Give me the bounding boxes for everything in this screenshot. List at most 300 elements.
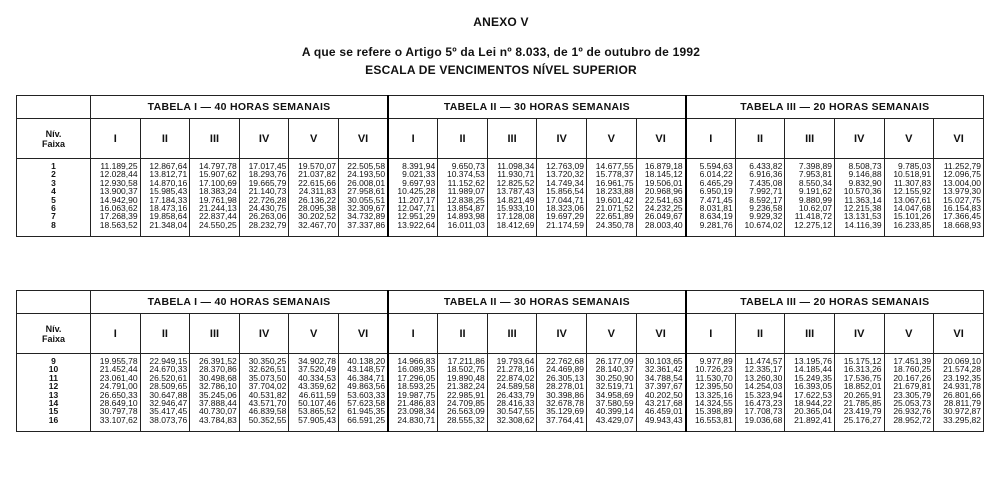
salary-value: 21.037,82 [298, 169, 336, 180]
salary-value: 7.953,81 [798, 169, 832, 180]
salary-value: 8.592,17 [749, 194, 783, 205]
table-1-title: TABELA I — 40 HORAS SEMANAIS [91, 291, 389, 314]
salary-value: 12.335,17 [744, 364, 783, 375]
salary-value: 19.036,68 [744, 414, 783, 425]
salary-value: 7.435,08 [749, 177, 783, 188]
salary-value: 21.574,28 [943, 364, 981, 375]
salary-value: 25.176,27 [843, 414, 882, 425]
salary-column [140, 354, 190, 432]
salary-value: 9.650,73 [451, 161, 485, 171]
salary-value: 15.778,37 [595, 169, 634, 180]
salary-value: 22.874,02 [496, 372, 535, 383]
level-header: V [289, 314, 339, 354]
faixa-number: 6 [51, 203, 56, 214]
level-header: II [735, 119, 785, 159]
salary-value: 7.471,45 [699, 194, 733, 205]
salary-value: 13.979,30 [943, 186, 981, 197]
faixa-number: 1 [51, 161, 56, 171]
salary-column [388, 354, 438, 432]
salary-value: 28.811,79 [943, 398, 981, 409]
salary-value: 26.049,67 [644, 211, 683, 222]
salary-value: 13.900,37 [99, 186, 138, 197]
salary-column [884, 159, 934, 237]
salary-value: 15.175,12 [843, 356, 882, 366]
salary-value: 12.395,50 [694, 381, 733, 392]
scale-title: ESCALA DE VENCIMENTOS NÍVEL SUPERIOR [365, 63, 637, 77]
salary-value: 9.832,90 [848, 177, 882, 188]
salary-value: 37.337,86 [347, 219, 386, 230]
salary-value: 28.232,79 [248, 219, 287, 230]
salary-value: 57.905,43 [298, 414, 336, 425]
level-header: IV [239, 119, 289, 159]
salary-value: 16.233,85 [893, 219, 932, 230]
salary-value: 10.62,07 [798, 203, 832, 214]
salary-column [239, 159, 289, 237]
salary-value: 32.626,51 [248, 364, 287, 375]
salary-value: 11.530,70 [695, 372, 733, 383]
salary-value: 15.249,35 [794, 372, 832, 383]
salary-value: 27.958,61 [347, 186, 386, 197]
salary-value: 32.308,62 [496, 414, 535, 425]
salary-value: 37.397,67 [644, 381, 683, 392]
salary-value: 33.295,82 [943, 414, 981, 425]
salary-value: 9.281,76 [699, 219, 733, 230]
salary-value: 16.961,75 [595, 177, 634, 188]
salary-value: 9.929,32 [749, 211, 783, 222]
salary-value: 46.459,01 [644, 406, 683, 417]
salary-value: 11.930,71 [497, 169, 535, 180]
salary-value: 16.879,18 [644, 161, 683, 171]
salary-value: 19.890,48 [446, 372, 485, 383]
salary-value: 17.100,69 [198, 177, 237, 188]
salary-value: 19.761,98 [198, 194, 237, 205]
salary-value: 11.098,34 [497, 161, 535, 171]
faixa-number: 5 [51, 194, 56, 205]
level-header: I [91, 119, 141, 159]
salary-value: 17.044,71 [546, 194, 584, 205]
salary-value: 32.467,70 [298, 219, 336, 230]
salary-value: 24.709,85 [446, 398, 485, 409]
level-header: III [190, 119, 240, 159]
salary-value: 11.207,17 [398, 194, 436, 205]
level-header: I [686, 314, 736, 354]
salary-value: 26.305,13 [546, 372, 584, 383]
salary-value: 35.245,06 [198, 389, 237, 400]
salary-value: 32.309,67 [347, 203, 386, 214]
salary-value: 21.244,13 [198, 203, 237, 214]
faixa-number: 14 [48, 398, 59, 409]
level-header: II [438, 119, 488, 159]
salary-value: 12.155,92 [893, 186, 932, 197]
salary-value: 23.305,79 [893, 389, 932, 400]
salary-column [934, 159, 984, 237]
salary-value: 24.670,33 [149, 364, 188, 375]
level-header: III [190, 314, 240, 354]
salary-column [735, 354, 785, 432]
salary-column [438, 354, 488, 432]
salary-value: 12.825,52 [496, 177, 535, 188]
salary-value: 9.977,89 [699, 356, 733, 366]
salary-value: 15.985,43 [149, 186, 188, 197]
salary-value: 30.647,88 [149, 389, 188, 400]
salary-value: 30.398,86 [546, 389, 584, 400]
salary-value: 8.550,34 [798, 177, 832, 188]
salary-value: 46.839,58 [248, 406, 287, 417]
salary-column [487, 354, 537, 432]
salary-value: 7.398,89 [798, 161, 832, 171]
salary-value: 19.506,01 [644, 177, 683, 188]
salary-value: 26.008,01 [347, 177, 386, 188]
salary-value: 53.603,33 [347, 389, 386, 400]
salary-value: 14.116,39 [844, 219, 882, 230]
table-2-title: TABELA II — 30 HORAS SEMANAIS [388, 291, 686, 314]
salary-value: 21.348,04 [149, 219, 188, 230]
salary-value: 28.649,10 [99, 398, 138, 409]
salary-value: 15.907,62 [198, 169, 237, 180]
salary-value: 18.563,52 [99, 219, 138, 230]
salary-value: 24.430,75 [248, 203, 287, 214]
salary-value: 18.944,22 [794, 398, 832, 409]
law-reference: A que se refere o Artigo 5º da Lei nº 8.033, de 1º de outubro de 1992 [301, 45, 701, 59]
salary-column [785, 354, 835, 432]
corner-cell [17, 96, 91, 119]
level-header: IV [239, 314, 289, 354]
salary-value: 14.821,49 [496, 194, 535, 205]
salary-value: 6.014,22 [699, 169, 733, 180]
level-header: VI [934, 119, 984, 159]
salary-value: 43.429,07 [595, 414, 634, 425]
salary-value: 40.399,14 [595, 406, 634, 417]
salary-value: 26.433,79 [496, 389, 535, 400]
salary-value: 16.553,81 [694, 414, 733, 425]
salary-value: 18.502,75 [446, 364, 485, 375]
salary-value: 12.838,25 [446, 194, 485, 205]
faixa-number: 16 [48, 414, 59, 425]
salary-value: 20.069,10 [943, 356, 981, 366]
salary-value: 17.211,86 [447, 356, 485, 366]
salary-value: 9.697,93 [402, 177, 436, 188]
salary-value: 18.760,25 [893, 364, 932, 375]
salary-value: 32.678,78 [546, 398, 584, 409]
salary-value: 22.985,91 [446, 389, 485, 400]
salary-value: 35.417,45 [149, 406, 188, 417]
salary-value: 24.931,78 [943, 381, 981, 392]
salary-value: 21.486,83 [397, 398, 436, 409]
faixa-number: 13 [48, 389, 59, 400]
salary-value: 17.268,39 [99, 211, 138, 222]
salary-value: 46.384,71 [347, 372, 386, 383]
salary-value: 14.254,03 [744, 381, 783, 392]
salary-value: 20.365,04 [794, 406, 832, 417]
salary-value: 28.278,01 [546, 381, 584, 392]
salary-value: 13.812,71 [149, 169, 188, 180]
salary-value: 13.854,87 [446, 203, 485, 214]
salary-value: 10.374,53 [446, 169, 485, 180]
salary-value: 24.311,83 [298, 186, 336, 197]
salary-value: 10.726,23 [694, 364, 733, 375]
salary-value: 30.250,90 [595, 372, 634, 383]
salary-value: 8.031,81 [699, 203, 733, 214]
faixa-label: Faixa [42, 138, 66, 149]
salary-value: 11.189,25 [100, 161, 138, 171]
salary-value: 10.518,91 [893, 169, 932, 180]
salary-value: 11.989,07 [447, 186, 485, 197]
level-header: III [487, 314, 537, 354]
salary-value: 6.950,19 [699, 186, 733, 197]
salary-value: 34.732,89 [347, 211, 386, 222]
salary-value: 11.418,72 [794, 211, 832, 222]
level-header: I [686, 119, 736, 159]
level-header: II [735, 314, 785, 354]
salary-value: 24.830,71 [397, 414, 436, 425]
salary-column [537, 354, 587, 432]
salary-value: 28.509,65 [149, 381, 188, 392]
salary-value: 9.021,33 [402, 169, 436, 180]
salary-value: 43.359,62 [298, 381, 336, 392]
salary-value: 28.952,72 [893, 414, 932, 425]
salary-value: 7.992,71 [749, 186, 783, 197]
salary-value: 26.650,33 [99, 389, 138, 400]
salary-value: 9.236,58 [749, 203, 783, 214]
salary-value: 16.089,35 [397, 364, 436, 375]
salary-value: 19.955,78 [99, 356, 138, 366]
faixa-number: 10 [48, 364, 59, 375]
salary-value: 18.412,69 [496, 219, 535, 230]
salary-column [289, 354, 339, 432]
salary-value: 19.793,64 [496, 356, 535, 366]
salary-value: 30.498,68 [198, 372, 237, 383]
salary-column [834, 354, 884, 432]
level-header: V [289, 119, 339, 159]
salary-value: 22.651,89 [595, 211, 634, 222]
salary-value: 6.916,36 [749, 169, 783, 180]
salary-value: 21.679,81 [893, 381, 932, 392]
salary-value: 19.665,79 [248, 177, 287, 188]
faixa-number: 15 [48, 406, 59, 417]
salary-value: 13.922,64 [397, 219, 436, 230]
salary-value: 11.363,14 [844, 194, 882, 205]
salary-value: 14.893,98 [446, 211, 485, 222]
salary-value: 23.192,35 [943, 372, 981, 383]
level-header: II [140, 314, 190, 354]
salary-value: 12.047,71 [397, 203, 436, 214]
salary-value: 22.615,66 [298, 177, 336, 188]
salary-value: 10.425,28 [397, 186, 436, 197]
salary-value: 17.184,33 [149, 194, 188, 205]
salary-value: 14.797,78 [198, 161, 237, 171]
salary-value: 16.393,05 [794, 381, 832, 392]
salary-value: 17.451,39 [893, 356, 932, 366]
level-header: IV [537, 119, 587, 159]
salary-value: 57.623,58 [347, 398, 386, 409]
salary-column [586, 159, 636, 237]
salary-column [735, 159, 785, 237]
level-header: VI [338, 314, 388, 354]
salary-value: 30.547,55 [496, 406, 535, 417]
salary-value: 20.167,26 [893, 372, 932, 383]
salary-value: 15.398,89 [694, 406, 733, 417]
salary-value: 19.601,42 [595, 194, 634, 205]
salary-value: 21.382,24 [446, 381, 485, 392]
salary-value: 22.762,68 [546, 356, 584, 366]
salary-value: 25.053,73 [893, 398, 932, 409]
salary-value: 66.591,25 [347, 414, 386, 425]
salary-value: 14.749,34 [546, 177, 584, 188]
salary-value: 17.708,73 [744, 406, 783, 417]
salary-column [91, 159, 141, 237]
salary-value: 37.888,44 [198, 398, 237, 409]
table-2-title: TABELA II — 30 HORAS SEMANAIS [388, 96, 686, 119]
salary-value: 50.352,55 [248, 414, 287, 425]
salary-value: 34.788,54 [644, 372, 683, 383]
salary-value: 28.555,32 [446, 414, 485, 425]
salary-value: 61.945,35 [347, 406, 386, 417]
salary-value: 13.325,16 [694, 389, 733, 400]
level-header: V [884, 314, 934, 354]
salary-value: 30.350,25 [248, 356, 287, 366]
salary-column [438, 159, 488, 237]
salary-column [239, 354, 289, 432]
salary-column [884, 354, 934, 432]
salary-column [686, 354, 736, 432]
salary-column [338, 354, 388, 432]
salary-value: 18.852,01 [843, 381, 882, 392]
salary-value: 23.098,34 [397, 406, 436, 417]
level-header: IV [834, 314, 884, 354]
salary-value: 34.958,69 [595, 389, 634, 400]
salary-value: 22.541,63 [644, 194, 683, 205]
salary-value: 15.323,94 [744, 389, 783, 400]
salary-value: 33.107,62 [99, 414, 138, 425]
salary-value: 26.801,66 [943, 389, 981, 400]
salary-column [785, 159, 835, 237]
salary-value: 15.027,75 [943, 194, 981, 205]
salary-value: 16.011,03 [447, 219, 485, 230]
salary-value: 24.350,78 [595, 219, 634, 230]
level-header: VI [338, 119, 388, 159]
salary-value: 19.858,64 [149, 211, 188, 222]
level-header: I [388, 119, 438, 159]
faixa-number: 7 [51, 211, 56, 222]
salary-value: 24.193,50 [347, 169, 386, 180]
salary-value: 14.185,44 [794, 364, 832, 375]
salary-value: 14.047,68 [893, 203, 932, 214]
salary-value: 30.103,65 [644, 356, 683, 366]
salary-value: 18.293,76 [248, 169, 287, 180]
level-header: IV [834, 119, 884, 159]
salary-value: 13.720,32 [546, 169, 584, 180]
salary-column [338, 159, 388, 237]
salary-value: 10.570,36 [843, 186, 882, 197]
salary-value: 9.785,03 [898, 161, 932, 171]
salary-value: 28.003,40 [644, 219, 683, 230]
salary-value: 49.943,43 [644, 414, 683, 425]
salary-value: 37.704,02 [248, 381, 287, 392]
salary-value: 12.275,12 [794, 219, 832, 230]
salary-value: 13.787,43 [496, 186, 535, 197]
salary-value: 19.697,29 [546, 211, 584, 222]
corner-cell [17, 291, 91, 314]
level-header: I [388, 314, 438, 354]
level-header: I [91, 314, 141, 354]
salary-value: 30.972,87 [943, 406, 981, 417]
salary-value: 13.004,00 [943, 177, 981, 188]
salary-value: 13.131,53 [843, 211, 882, 222]
salary-value: 16.063,62 [99, 203, 138, 214]
salary-value: 11.152,62 [447, 177, 485, 188]
salary-value: 26.263,06 [248, 211, 287, 222]
salary-value: 5.594,63 [699, 161, 733, 171]
level-header: II [438, 314, 488, 354]
salary-value: 21.071,52 [595, 203, 634, 214]
table-3-title: TABELA III — 20 HORAS SEMANAIS [686, 291, 984, 314]
salary-value: 9.880,99 [798, 194, 832, 205]
salary-column [91, 354, 141, 432]
level-header: V [884, 119, 934, 159]
level-header: III [785, 314, 835, 354]
faixa-number: 8 [51, 219, 56, 230]
salary-value: 32.519,71 [595, 381, 634, 392]
salary-value: 13.195,76 [794, 356, 832, 366]
faixa-column [17, 159, 91, 237]
salary-value: 40.334,53 [298, 372, 336, 383]
salary-value: 11.474,57 [745, 356, 783, 366]
salary-value: 14.966,83 [397, 356, 436, 366]
salary-value: 32.946,47 [149, 398, 188, 409]
table-3-title: TABELA III — 20 HORAS SEMANAIS [686, 96, 984, 119]
salary-value: 26.391,52 [198, 356, 237, 366]
salary-value: 21.140,73 [248, 186, 287, 197]
salary-value: 14.870,16 [149, 177, 188, 188]
salary-column [636, 159, 686, 237]
salary-value: 18.383,24 [198, 186, 237, 197]
salary-value: 22.837,44 [198, 211, 237, 222]
salary-value: 43.148,57 [347, 364, 386, 375]
level-header: IV [537, 314, 587, 354]
salary-value: 40.531,82 [248, 389, 287, 400]
salary-value: 21.452,44 [99, 364, 138, 375]
faixa-number: 11 [49, 372, 58, 383]
salary-value: 28.140,37 [595, 364, 634, 375]
level-header: II [140, 119, 190, 159]
salary-value: 21.278,16 [496, 364, 535, 375]
salary-column [636, 354, 686, 432]
salary-value: 26.563,09 [446, 406, 485, 417]
salary-value: 26.177,09 [595, 356, 634, 366]
level-header: VI [934, 314, 984, 354]
salary-value: 12.096,75 [943, 169, 981, 180]
salary-value: 50.107,46 [298, 398, 336, 409]
niv-label: Nív. [45, 323, 62, 334]
salary-value: 16.154,83 [943, 203, 981, 214]
salary-value: 37.520,49 [298, 364, 336, 375]
salary-value: 15.856,54 [546, 186, 584, 197]
salary-value: 46.611,59 [298, 389, 336, 400]
salary-value: 24.469,89 [546, 364, 584, 375]
salary-value: 17.536,75 [843, 372, 882, 383]
salary-value: 35.129,69 [546, 406, 584, 417]
salary-value: 43.217,68 [644, 398, 683, 409]
salary-value: 6.433,82 [749, 161, 783, 171]
faixa-number: 9 [51, 356, 56, 366]
salary-value: 16.473,23 [744, 398, 783, 409]
salary-value: 28.095,38 [298, 203, 336, 214]
salary-value: 26.520,61 [149, 372, 188, 383]
salary-value: 14.942,90 [99, 194, 138, 205]
salary-value: 18.323,06 [546, 203, 584, 214]
salary-value: 22.949,15 [149, 356, 188, 366]
salary-value: 35.073,50 [248, 372, 287, 383]
